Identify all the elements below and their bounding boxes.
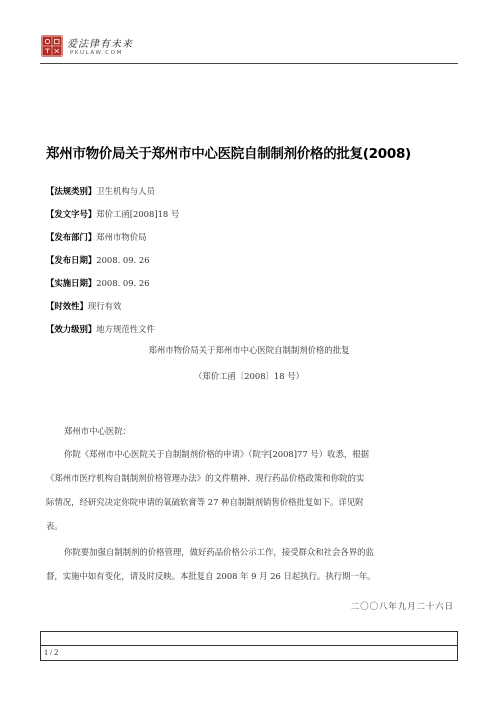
meta-key: 【发文字号】	[46, 209, 97, 219]
meta-row-department	[46, 231, 147, 243]
page-header	[40, 33, 458, 64]
page-footer	[40, 631, 458, 661]
meta-value: 郑州市物价局	[96, 232, 147, 242]
paragraph-line: 表。	[46, 521, 63, 531]
meta-row-effective-date	[46, 277, 150, 289]
meta-row-doc-number	[46, 208, 179, 220]
meta-value: 卫生机构与人员	[96, 186, 155, 196]
meta-key: 【时效性】	[46, 301, 88, 311]
meta-row-validity	[46, 300, 121, 312]
brand-domain[interactable]: PKULAW.COM	[70, 50, 123, 56]
meta-value: 2008. 09. 26	[96, 278, 150, 288]
addressee: 郑州市中心医院：	[64, 426, 131, 436]
paragraph-line: 你院《郑州市中心医院关于自制制剂价格的申请》（院字[2008]77 号）收悉，根据	[64, 449, 369, 459]
issue-date: 二〇〇八年九月二十六日	[350, 601, 454, 611]
footer-divider	[41, 645, 457, 646]
meta-key: 【效力级别】	[46, 324, 97, 334]
document-heading: 郑州市物价局关于郑州市中心医院自制制剂价格的批复	[148, 345, 350, 355]
meta-value: 郑价工函[2008]18 号	[96, 209, 180, 219]
meta-row-category	[46, 185, 155, 197]
document-number: （郑价工函〔2008〕18 号）	[193, 371, 304, 381]
meta-key: 【实施日期】	[46, 278, 97, 288]
brand-slogan: 爱法律有未来	[67, 39, 133, 50]
paragraph-line: 际情况，经研究决定你院申请的氧硫软膏等 27 种自制制剂销售价格批复如下。详见附	[46, 497, 364, 507]
meta-value: 地方规范性文件	[96, 324, 155, 334]
page-number: 1 / 2	[44, 648, 59, 657]
meta-row-publish-date	[46, 254, 150, 266]
paragraph-line: 《郑州市医疗机构自制制剂价格管理办法》的文件精神、现行药品价格政策和你院的实	[46, 473, 365, 483]
meta-key: 【发布部门】	[46, 232, 97, 242]
seal-icon	[41, 35, 63, 57]
meta-key: 【法规类别】	[46, 186, 97, 196]
paragraph-line: 督，实施中如有变化，请及时反映。本批复自 2008 年 9 月 26 日起执行。执行期一年。	[46, 571, 376, 581]
meta-key: 【发布日期】	[46, 255, 97, 265]
paragraph-line: 你院要加强自制制剂的价格管理，做好药品价格公示工作，接受群众和社会各界的监	[64, 547, 374, 557]
meta-row-level	[46, 323, 155, 335]
document-title: 郑州市物价局关于郑州市中心医院自制制剂价格的批复(2008)	[46, 146, 411, 162]
meta-value: 现行有效	[87, 301, 122, 311]
meta-value: 2008. 09. 26	[96, 255, 150, 265]
pkulaw-logo-seal	[41, 35, 63, 57]
